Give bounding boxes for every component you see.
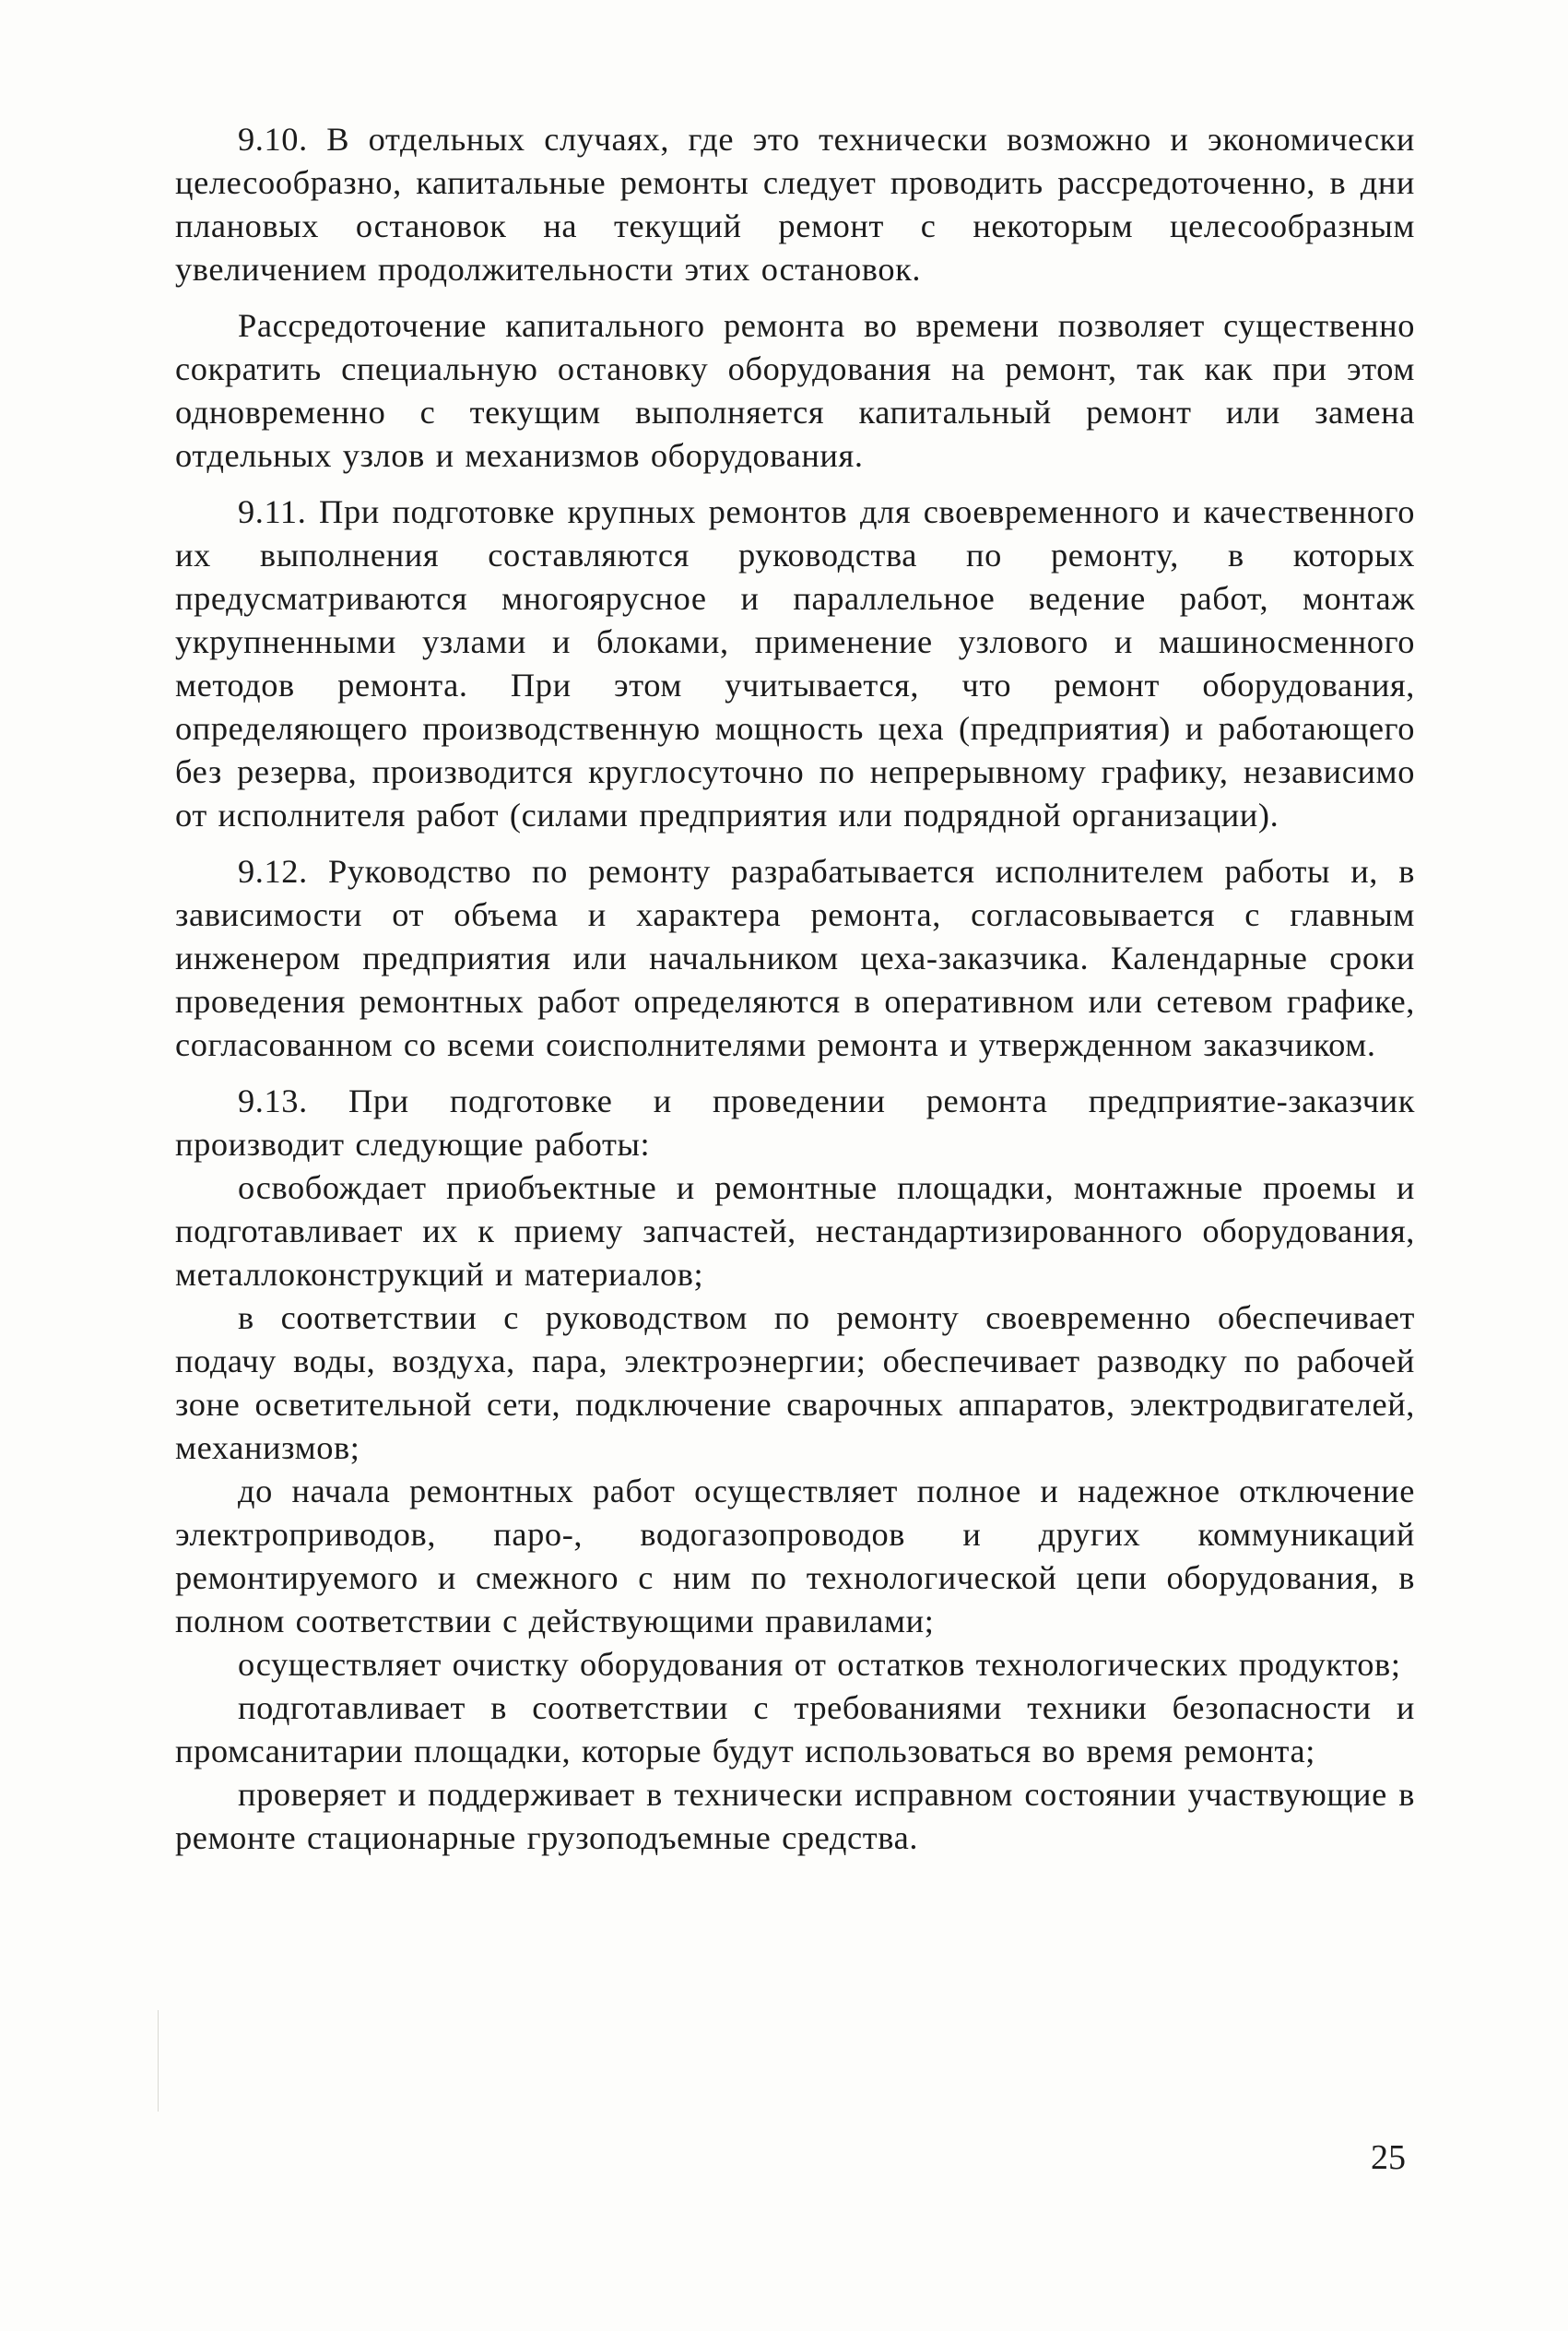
paragraph-9-10: 9.10. В отдельных случаях, где это технически возможно и экономически целесообразно, капитальные ремонты следует проводить рассредоточенно, в дни плановых остановок на текущий ремонт с некоторым целесообразным увеличением продолжительности этих остановок.: [175, 121, 1415, 288]
document-page: [175, 118, 1415, 1860]
scan-artifact-line: [158, 2010, 159, 2112]
page-number: 25: [1371, 2138, 1406, 2177]
list-item-cleaning: осуществляет очистку оборудования от остатков технологических продуктов;: [238, 1646, 1401, 1683]
list-item-disconnection: до начала ремонтных работ осуществляет полное и надежное отключение электроприводов, паро-, водогазопроводов и других коммуникаций ремонтируемого и смежного с ним по технологической цепи оборудования, в полном соответствии с действующими правилами;: [175, 1473, 1415, 1639]
paragraph-dispersal: Рассредоточение капитального ремонта во времени позволяет существенно сократить специальную остановку оборудования на ремонт, так как при этом одновременно с текущим выполняется капитальный ремонт или замена отдельных узлов и механизмов оборудования.: [175, 307, 1415, 474]
paragraph-9-12: 9.12. Руководство по ремонту разрабатывается исполнителем работы и, в зависимости от объема и характера ремонта, согласовывается с главным инженером предприятия или начальником цеха-заказчика. Календарные сроки проведения ремонтных работ определяются в оперативном или сетевом графике, согласованном со всеми соисполнителями ремонта и утвержденном заказчиком.: [175, 853, 1415, 1063]
paragraph-9-11: 9.11. При подготовке крупных ремонтов для своевременного и качественного их выполнения составляются руководства по ремонту, в которых предусматриваются многоярусное и параллельное ведение работ, монтаж укрупненными узлами и блоками, применение узлового и машиносменного методов ремонта. При этом учитывается, что ремонт оборудования, определяющего производственную мощность цеха (предприятия) и работающего без резерва, производится круглосуточно по непрерывному графику, независимо от исполнителя работ (силами предприятия или подрядной организации).: [175, 493, 1415, 834]
list-item-lifting-equipment: проверяет и поддерживает в технически исправном состоянии участвующие в ремонте стационарные грузоподъемные средства.: [175, 1776, 1415, 1856]
list-item-utilities-supply: в соответствии с руководством по ремонту своевременно обеспечивает подачу воды, воздуха, пара, электроэнергии; обеспечивает разводку по рабочей зоне осветительной сети, подключение сварочных аппаратов, электродвигателей, механизмов;: [175, 1299, 1415, 1466]
list-item-safety-areas: подготавливает в соответствии с требованиями техники безопасности и промсанитарии площадки, которые будут использоваться во время ремонта;: [175, 1689, 1415, 1769]
paragraph-9-13: 9.13. При подготовке и проведении ремонта предприятие-заказчик производит следующие работы:: [175, 1083, 1415, 1163]
list-item-site-preparation: освобождает приобъектные и ремонтные площадки, монтажные проемы и подготавливает их к приему запчастей, нестандартизированного оборудования, металлоконструкций и материалов;: [175, 1169, 1415, 1293]
